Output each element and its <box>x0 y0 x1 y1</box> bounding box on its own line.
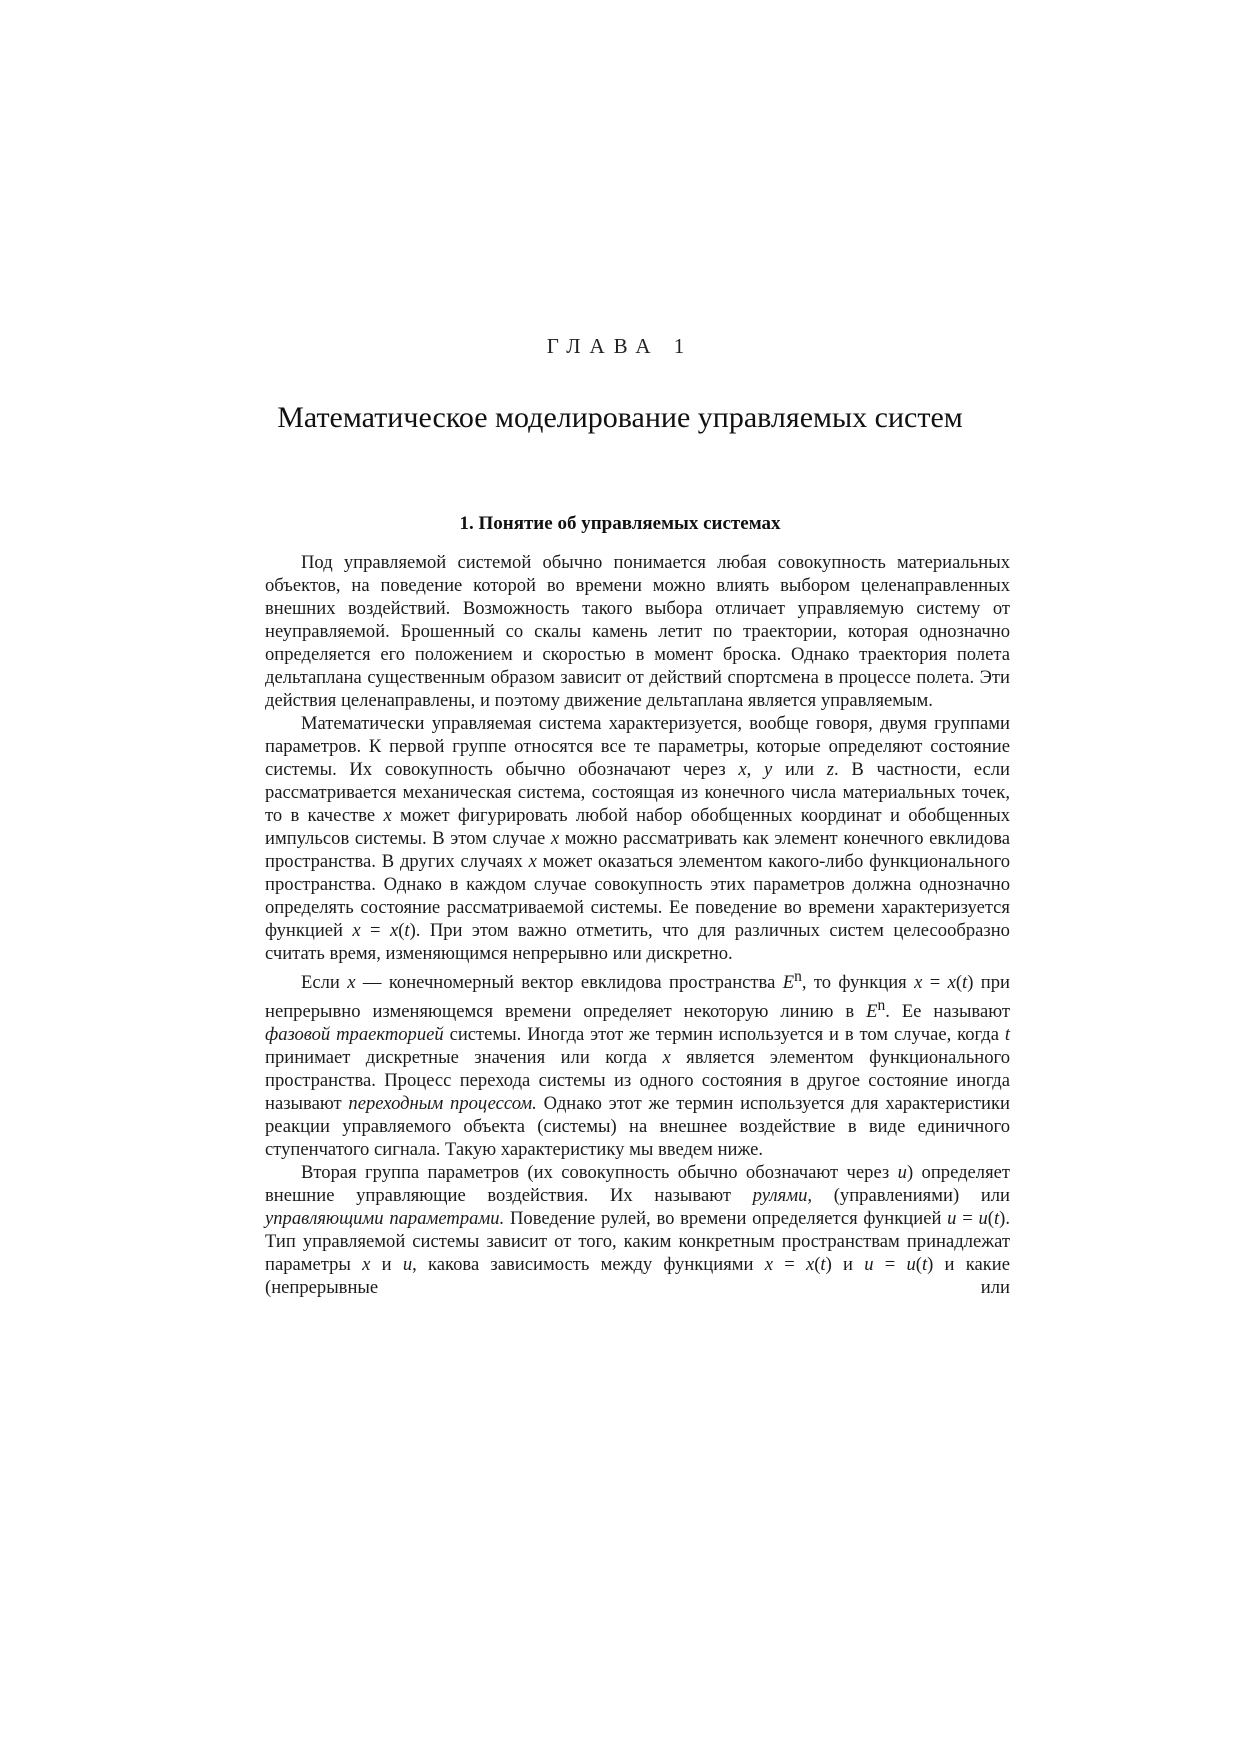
text-run: является элементом функционального пространства. Процесс перехода системы из одного состояния в другое состояние иногда называют <box>265 1047 1011 1115</box>
italic-text: y <box>764 759 773 780</box>
italic-text: E <box>866 1001 878 1023</box>
text-run: ) и <box>825 1254 865 1276</box>
text-run: Поведение рулей, во времени определяется функцией <box>504 1208 948 1230</box>
text-run: = <box>360 920 390 941</box>
italic-text: x <box>805 1254 815 1276</box>
text-run: , то функция <box>801 972 915 994</box>
italic-text: z <box>826 759 835 780</box>
italic-text: x <box>738 759 747 780</box>
text-run: ). При этом важно отметить, что для различных систем целесообразно считать время, изменяющимся непрерывно или дискретно. <box>265 920 1010 964</box>
superscript: n <box>794 968 802 985</box>
italic-text: x <box>383 805 392 826</box>
text-run: = <box>922 972 948 994</box>
text-run: . Ее называют <box>885 1001 1010 1023</box>
paragraph <box>265 965 1010 1161</box>
italic-text: x <box>362 1254 371 1276</box>
text-run: , <box>746 759 764 780</box>
italic-text: x <box>947 972 956 994</box>
text-run: ( <box>814 1254 821 1276</box>
italic-text: x <box>914 972 923 994</box>
text-run: ( <box>398 920 405 941</box>
text-run: ) определяет внешние управляющие воздействия. Их называют <box>265 1162 1010 1207</box>
text-run: Под управляемой системой обычно понимается любая совокупность материальных объектов, на поведение которой во времени можно влиять выбором целенаправленных внешних воздействий. Возможность такого выбора отличает управляемую систему от неуправляемой. Брошенный со скалы камень летит по траектории, которая однозначно определяется его положением и скоростью в момент броска. Однако траектория полета дельтаплана существенным образом зависит от действий спортсмена в процессе полета. Эти действия целенаправлены, и поэтому движение дельтаплана является управляемым. <box>265 552 1010 711</box>
text-run: может оказаться элементом какого-либо функционального пространства. Однако в каждом случае совокупность этих параметров должна однозначно определять состояние рассматриваемой системы. Ее поведение во времени характеризуется функцией <box>265 851 1011 941</box>
text-run: — конечномерный вектор евклидова пространства <box>355 972 783 994</box>
text-run: Если <box>301 972 348 994</box>
italic-text: u <box>897 1162 907 1184</box>
text-run: ( <box>987 1208 994 1230</box>
chapter-title: Математическое моделирование управляемых систем <box>277 401 963 434</box>
section-title: 1. Понятие об управляемых системах <box>459 513 781 534</box>
italic-text: u <box>402 1254 413 1276</box>
text-run: ( <box>955 972 963 994</box>
superscript: n <box>877 997 886 1015</box>
italic-text: u <box>947 1208 957 1230</box>
italic-text: u <box>906 1254 916 1276</box>
paragraph <box>265 712 1010 965</box>
italic-text: u <box>978 1208 988 1230</box>
italic-text: x <box>389 920 399 941</box>
chapter-label: ГЛАВА 1 <box>546 334 694 358</box>
text-run: ) при непрерывно изменяющемся времени определяет некоторую линию в <box>265 972 1010 1023</box>
italic-text: t <box>1004 1024 1010 1046</box>
text-run: системы. Иногда этот же термин используется и в том случае, когда <box>443 1024 1005 1046</box>
body-text <box>265 551 1010 1299</box>
italic-text: t <box>962 972 968 994</box>
text-run: , какова зависимость между функциями <box>412 1254 765 1276</box>
italic-text: x <box>347 972 356 994</box>
paragraph <box>265 551 1010 712</box>
italic-text: x <box>764 1254 773 1276</box>
italic-text: t <box>921 1254 928 1276</box>
italic-text: u <box>864 1254 874 1276</box>
text-run: Однако этот же термин используется для характеристики реакции управляемого объекта (системы) на внешнее воздействие в виде единичного ступенчатого сигнала. Такую характеристику мы введем ниже. <box>265 1093 1010 1161</box>
text-run: Математически управляемая система характеризуется, вообще говоря, двумя группами параметров. К первой группе относятся все те параметры, которые определяют состояние системы. Их совокупность обычно обозначают через <box>265 713 1010 780</box>
text-run: ( <box>915 1254 922 1276</box>
text-run: можно рассматривать как элемент конечного евклидова пространства. В других случаях <box>265 828 1010 872</box>
italic-text: x <box>528 851 537 872</box>
paragraph <box>265 1161 1010 1299</box>
italic-text: рулями, <box>752 1185 813 1207</box>
text-run: и <box>370 1254 403 1276</box>
text-run: Вторая группа параметров (их совокупность обычно обозначают через <box>301 1162 898 1184</box>
italic-text: x <box>352 920 361 941</box>
text-run: = <box>772 1254 806 1276</box>
italic-text: t <box>820 1254 826 1276</box>
italic-text: E <box>782 972 795 994</box>
text-run: . В частности, если рассматривается механическая система, состоящая из конечного числа материальных точек, то в качестве <box>265 759 1010 826</box>
text-run: или <box>772 759 827 780</box>
text-run: ). Тип управляемой системы зависит от того, каким конкретным пространствам принадлежат параметры <box>265 1208 1010 1276</box>
text-run: принимает дискретные значения или когда <box>265 1047 663 1069</box>
italic-text: фазовой траекторией <box>265 1024 444 1046</box>
italic-text: x <box>550 828 560 849</box>
text-run: (управлениями) или <box>812 1185 1010 1207</box>
italic-text: переходным процессом. <box>348 1093 537 1115</box>
text-run: может фигурировать любой набор обобщенных координат и обобщенных импульсов системы. В этом случае <box>265 805 1011 849</box>
italic-text: управляющими параметрами. <box>265 1208 505 1230</box>
text-run: ) и какие (непрерывные или <box>265 1254 1010 1299</box>
italic-text: x <box>662 1047 671 1069</box>
text-run: = <box>873 1254 907 1276</box>
text-run: = <box>956 1208 979 1230</box>
italic-text: t <box>993 1208 1000 1230</box>
italic-text: t <box>404 920 410 941</box>
